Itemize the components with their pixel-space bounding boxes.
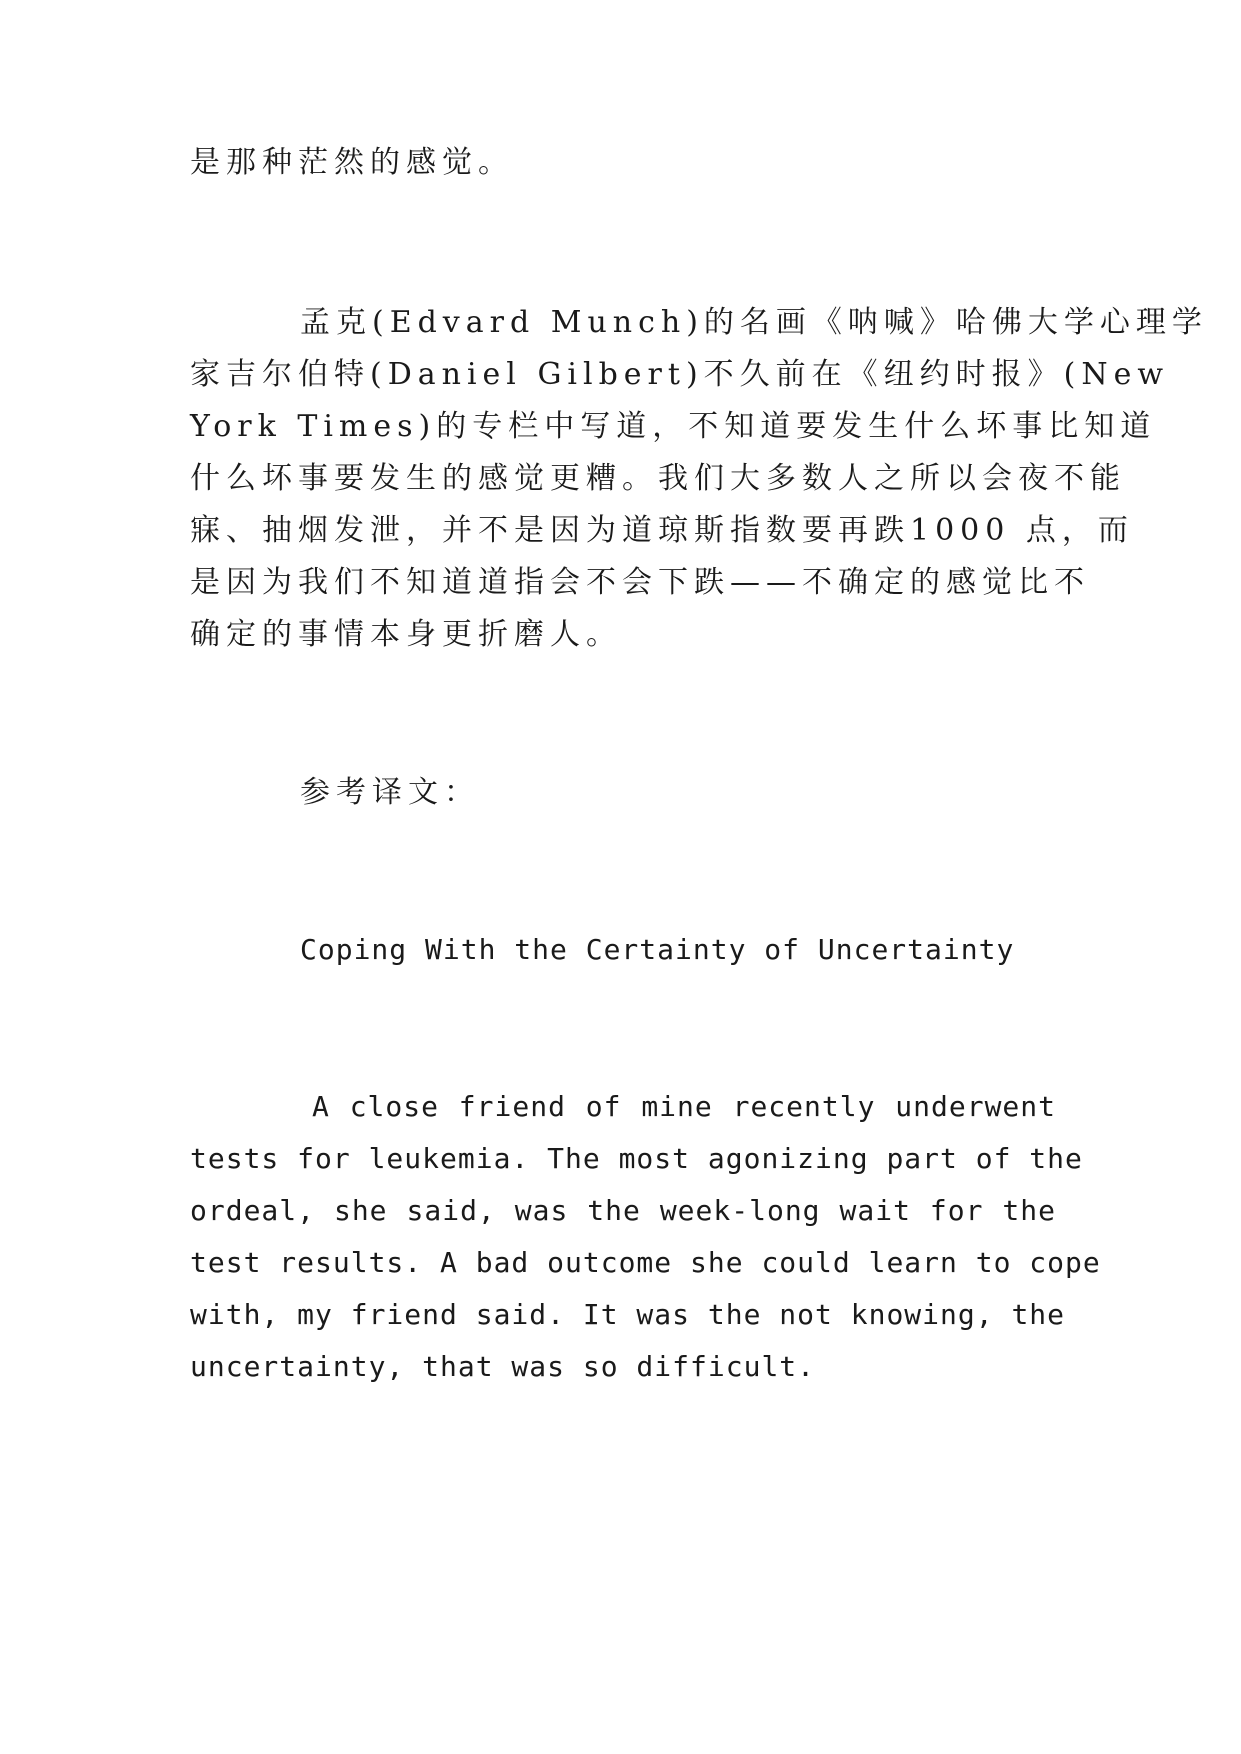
cn-paragraph-line: 家吉尔伯特(Daniel Gilbert)不久前在《纽约时报》(New: [190, 357, 1170, 392]
intro-end-line: 是那种茫然的感觉。: [190, 145, 514, 180]
english-title: Coping With the Certainty of Uncertainty: [300, 933, 1015, 966]
cn-paragraph-line: 寐、抽烟发泄，并不是因为道琼斯指数要再跌1000 点，而: [190, 513, 1134, 548]
cn-paragraph-line: 孟克(Edvard Munch)的名画《呐喊》哈佛大学心理学: [300, 305, 1208, 340]
cn-paragraph-line: 确定的事情本身更折磨人。: [190, 617, 622, 652]
reference-translation-label: 参考译文：: [300, 775, 480, 810]
en-paragraph-line: A close friend of mine recently underwent: [312, 1090, 1056, 1123]
en-paragraph-line: uncertainty, that was so difficult.: [190, 1350, 816, 1383]
en-paragraph-line: ordeal, she said, was the week-long wait for the: [190, 1194, 1056, 1227]
en-paragraph-line: with, my friend said. It was the not knowing, the: [190, 1298, 1066, 1331]
cn-paragraph-line: 是因为我们不知道道指会不会下跌——不确定的感觉比不: [190, 565, 1090, 600]
cn-paragraph-line: York Times)的专栏中写道，不知道要发生什么坏事比知道: [190, 409, 1157, 444]
en-paragraph-line: tests for leukemia. The most agonizing part of the: [190, 1142, 1083, 1175]
en-paragraph-line: test results. A bad outcome she could learn to cope: [190, 1246, 1101, 1279]
cn-paragraph-line: 什么坏事要发生的感觉更糟。我们大多数人之所以会夜不能: [190, 461, 1126, 496]
